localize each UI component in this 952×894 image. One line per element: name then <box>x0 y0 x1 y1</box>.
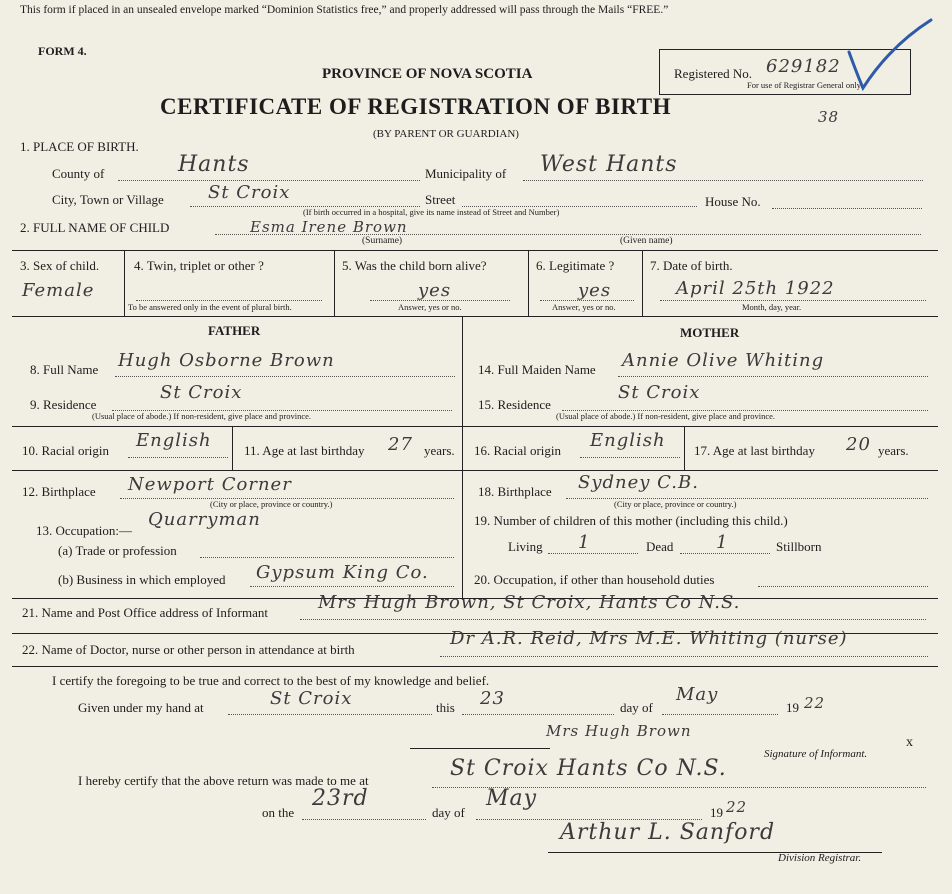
twin-label: 4. Twin, triplet or other ? <box>134 258 264 273</box>
registration-day-value: 23rd <box>312 786 369 811</box>
county-value: Hants <box>178 152 250 177</box>
given-year-value: 22 <box>804 694 826 712</box>
registration-day-of-label: day of <box>432 805 465 820</box>
form-number: FORM 4. <box>38 44 87 58</box>
father-name-label: 8. Full Name <box>30 362 99 377</box>
on-the-label: on the <box>262 805 295 820</box>
father-age-value: 27 <box>388 434 413 455</box>
certificate-title: CERTIFICATE OF REGISTRATION OF BIRTH <box>160 94 671 119</box>
street-label: Street <box>425 192 456 207</box>
day-of-label: day of <box>620 700 653 715</box>
municipality-label: Municipality of <box>425 166 507 181</box>
business-value: Gypsum King Co. <box>256 562 429 583</box>
informant-value: Mrs Hugh Brown, St Croix, Hants Co N.S. <box>318 592 741 613</box>
given-place-value: St Croix <box>270 688 353 709</box>
registered-number: 629182 <box>766 56 841 77</box>
born-alive-label: 5. Was the child born alive? <box>342 258 487 273</box>
street-note: (If birth occurred in a hospital, give its name instead of Street and Number) <box>303 207 560 217</box>
certify-text: I certify the foregoing to be true and correct to the best of my knowledge and belief. <box>52 673 490 688</box>
legitimate-label: 6. Legitimate ? <box>536 258 615 273</box>
sex-value: Female <box>22 280 95 301</box>
registrar-signature: Arthur L. Sanford <box>560 820 776 845</box>
father-occupation-label: 13. Occupation:— <box>36 523 133 538</box>
dead-label: Dead <box>646 539 674 554</box>
certificate-subtitle: (BY PARENT OR GUARDIAN) <box>373 128 519 140</box>
given-year-prefix: 19 <box>786 700 799 715</box>
given-under-label: Given under my hand at <box>78 700 204 715</box>
city-value: St Croix <box>208 182 291 203</box>
place-of-birth-label: 1. PLACE OF BIRTH. <box>20 139 139 154</box>
city-label: City, Town or Village <box>52 192 164 207</box>
mother-birthplace-label: 18. Birthplace <box>478 484 552 499</box>
registration-year-prefix: 19 <box>710 805 723 820</box>
dob-label: 7. Date of birth. <box>650 258 733 273</box>
legitimate-value: yes <box>578 280 612 301</box>
mother-birthplace-note: (City or place, province or country.) <box>614 499 737 509</box>
mother-name-value: Annie Olive Whiting <box>622 350 825 371</box>
father-residence-label: 9. Residence <box>30 397 97 412</box>
municipality-value: West Hants <box>540 152 678 177</box>
this-label: this <box>436 700 455 715</box>
mother-racial-label: 16. Racial origin <box>474 443 562 458</box>
doctor-label: 22. Name of Doctor, nurse or other person in attendance at birth <box>22 642 355 657</box>
trade-label: (a) Trade or profession <box>58 543 177 558</box>
mother-racial-value: English <box>590 430 666 451</box>
informant-signature-label: Signature of Informant. <box>764 748 868 760</box>
father-years-label: years. <box>424 443 455 458</box>
father-birthplace-note: (City or place, province or country.) <box>210 499 333 509</box>
informant-signature: Mrs Hugh Brown <box>546 722 692 740</box>
born-alive-value: yes <box>418 280 452 301</box>
mother-occupation-label: 20. Occupation, if other than household duties <box>474 572 715 587</box>
surname-label: (Surname) <box>362 236 403 246</box>
mother-birthplace-value: Sydney C.B. <box>578 472 699 493</box>
father-heading: FATHER <box>208 323 261 338</box>
corner-mark: 38 <box>818 108 840 126</box>
father-occupation-value: Quarryman <box>148 509 261 530</box>
province-heading: PROVINCE OF NOVA SCOTIA <box>322 66 533 82</box>
living-value: 1 <box>578 532 591 553</box>
mother-years-label: years. <box>878 443 909 458</box>
county-label: County of <box>52 166 105 181</box>
mother-age-value: 20 <box>846 434 871 455</box>
registration-month-value: May <box>486 786 538 811</box>
father-racial-value: English <box>136 430 212 451</box>
mother-age-label: 17. Age at last birthday <box>694 443 815 458</box>
x-mark: x <box>906 735 913 750</box>
child-name-label: 2. FULL NAME OF CHILD <box>20 220 170 235</box>
father-age-label: 11. Age at last birthday <box>244 443 365 458</box>
informant-label: 21. Name and Post Office address of Informant <box>22 605 268 620</box>
house-label: House No. <box>705 194 761 209</box>
registrar-certify-text: I hereby certify that the above return was made to me at <box>78 773 369 788</box>
stillborn-label: Stillborn <box>776 539 822 554</box>
father-name-value: Hugh Osborne Brown <box>118 350 335 371</box>
registrar-use-note: For use of Registrar General only. <box>747 80 863 90</box>
father-birthplace-label: 12. Birthplace <box>22 484 96 499</box>
mother-residence-note: (Usual place of abode.) If non-resident, give place and province. <box>556 411 776 421</box>
doctor-value: Dr A.R. Reid, Mrs M.E. Whiting (nurse) <box>450 628 848 649</box>
dob-note: Month, day, year. <box>742 302 802 312</box>
living-label: Living <box>508 539 543 554</box>
father-birthplace-value: Newport Corner <box>128 474 292 495</box>
born-alive-note: Answer, yes or no. <box>398 302 462 312</box>
checkmark-icon <box>845 16 935 92</box>
legitimate-note: Answer, yes or no. <box>552 302 616 312</box>
registered-label: Registered No. <box>674 66 752 81</box>
mail-notice: This form if placed in an unsealed envelope marked “Dominion Statistics free,” and properly addressed will pass through the Mails “FREE.” <box>20 4 669 16</box>
father-residence-value: St Croix <box>160 382 243 403</box>
given-day-value: 23 <box>480 688 505 709</box>
division-registrar-label: Division Registrar. <box>778 852 862 864</box>
dob-value: April 25th 1922 <box>676 278 835 299</box>
father-residence-note: (Usual place of abode.) If non-resident, give place and province. <box>92 411 312 421</box>
mother-heading: MOTHER <box>680 325 740 340</box>
mother-residence-value: St Croix <box>618 382 701 403</box>
mother-residence-label: 15. Residence <box>478 397 551 412</box>
twin-note: To be answered only in the event of plural birth. <box>128 302 292 312</box>
sex-label: 3. Sex of child. <box>20 258 100 273</box>
registration-year-value: 22 <box>726 798 748 816</box>
dead-value: 1 <box>716 532 729 553</box>
given-name-label: (Given name) <box>620 236 673 246</box>
given-month-value: May <box>676 684 719 705</box>
mother-name-label: 14. Full Maiden Name <box>478 362 596 377</box>
child-name-value: Esma Irene Brown <box>250 218 408 236</box>
father-racial-label: 10. Racial origin <box>22 443 110 458</box>
registrar-place-value: St Croix Hants Co N.S. <box>450 756 727 781</box>
business-label: (b) Business in which employed <box>58 572 226 587</box>
children-count-label: 19. Number of children of this mother (including this child.) <box>474 513 788 528</box>
